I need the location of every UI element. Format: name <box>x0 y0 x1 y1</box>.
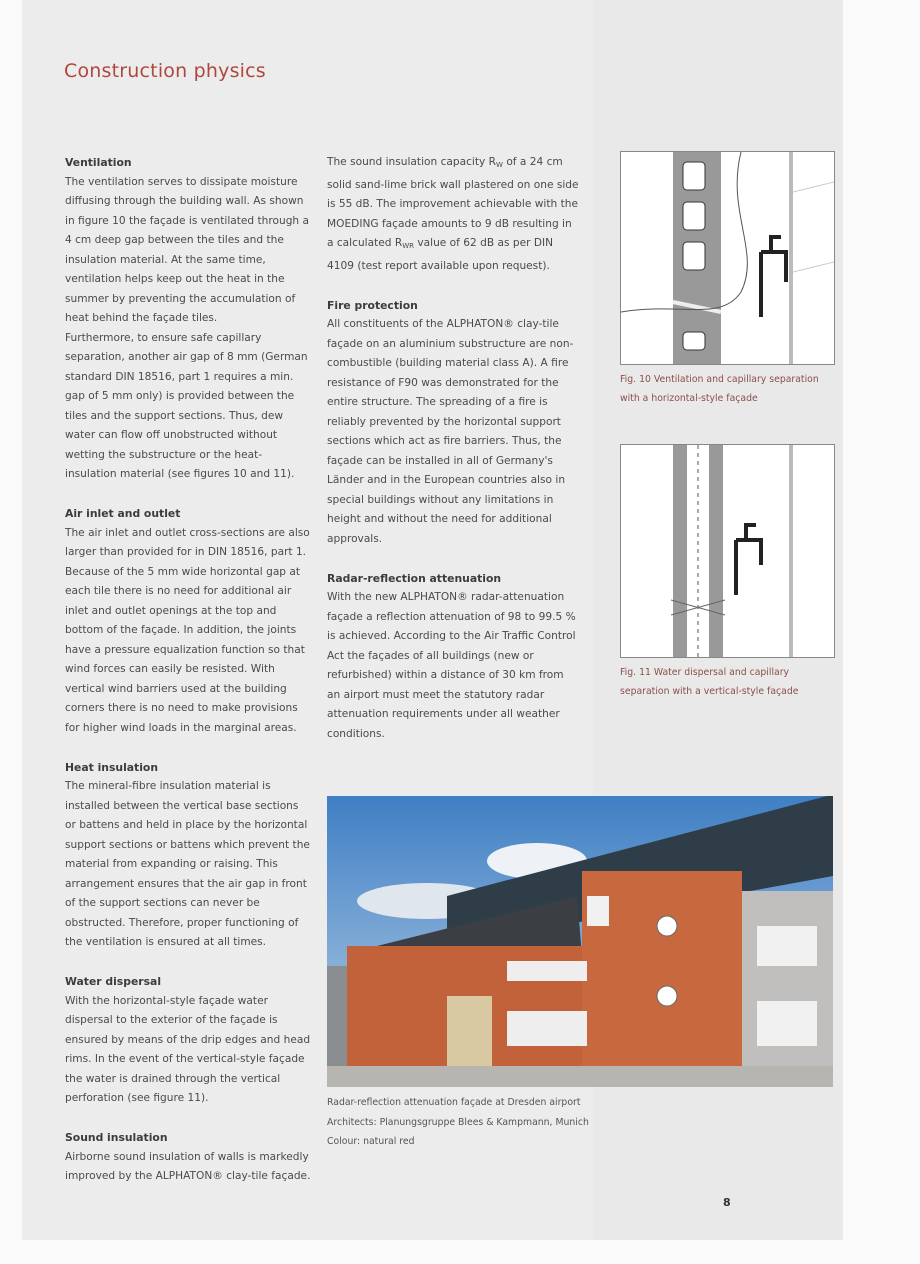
caption-line: Radar-reflection attenuation façade at Dresden airport <box>327 1097 581 1108</box>
figure-11-diagram <box>620 444 835 658</box>
paragraph: Furthermore, to ensure safe capillary separation, another air gap of 8 mm (German standard DIN 18516, part 1 requires a min. gap of 5 mm only) is provided between the tiles and the support sections. Thus, dew water can flow off unobstructed without wetting the substructure or the heat-insulation material (see figures 10 and 11). <box>65 331 308 480</box>
text: value of 62 dB as per DIN 4109 (test report available upon request). <box>327 237 554 272</box>
heading-ventilation: Ventilation <box>65 156 132 169</box>
paragraph: The air inlet and outlet cross-sections are also larger than provided for in DIN 18516, part 1. Because of the 5 mm wide horizontal gap at each tile there is no need for additional air inlet and outlet openings at the top and bottom of the façade. In addition, the joints have a pressure equalization function so that wind forces can easily be resisted. With vertical wind barriers used at the building corners there is no need to make provisions for higher wind loads in the marginal areas. <box>65 526 310 734</box>
caption-line: Architects: Planungsgruppe Blees & Kampmann, Munich <box>327 1116 589 1128</box>
heading-fire: Fire protection <box>327 298 418 312</box>
left-column <box>65 153 311 1206</box>
paragraph: With the horizontal-style façade water dispersal to the exterior of the façade is ensured by means of the drip edges and head rims. In the event of the vertical-style façade the water is drained through the vertical perforation (see figure 11). <box>65 994 311 1104</box>
text: The sound insulation capacity R <box>327 156 497 168</box>
page-number: 8 <box>723 1196 731 1209</box>
airport-building-photo <box>327 796 833 1087</box>
paragraph: The ventilation serves to dissipate moisture diffusing through the building wall. As shown in figure 10 the façade is ventilated through a 4 cm deep gap between the tiles and the insulation material. At the same time, ventilation helps keep out the heat in the summer by preventing the accumulation of heat behind the façade tiles. <box>65 175 310 324</box>
subscript: W <box>496 161 503 169</box>
heading-sound: Sound insulation <box>65 1131 168 1144</box>
middle-column <box>327 153 579 764</box>
paragraph: Airborne sound insulation of walls is markedly improved by the ALPHATON® clay-tile façade. <box>65 1150 311 1182</box>
heading-radar: Radar-reflection attenuation <box>327 571 502 585</box>
heading-heat: Heat insulation <box>65 760 159 774</box>
caption-line: Colour: natural red <box>327 1136 415 1147</box>
paragraph: All constituents of the ALPHATON® clay-tile façade on an aluminium substructure are non-combustible (building material class A). A fire resistance of F90 was demonstrated for the entire structure. The spreading of a fire is reliably prevented by the horizontal support sections which act as fire barriers. Thus, the façade can be installed in all of Germany's Länder and in the European countries also in special buildings without any limitations in height and without the need for additional approvals. <box>327 318 574 545</box>
heading-water: Water dispersal <box>65 975 162 988</box>
paragraph-sound <box>327 153 579 276</box>
paragraph: The mineral-fibre insulation material is installed between the vertical base sections or battens and held in place by the horizontal support sections or battens which prevent the material from expanding or raising. This arrangement ensures that the air gap in front of the support sections can never be obstructed. Therefore, proper functioning of the ventilation is ensured at all times. <box>65 780 310 948</box>
paragraph: With the new ALPHATON® radar-attenuation façade a reflection attenuation of 98 to 99.5 % is achieved. According to the Air Traffic Control Act the façades of all buildings (new or refurbished) within a distance of 30 km from an airport must meet the statutory radar attenuation requirements under all weather conditions. <box>327 591 576 740</box>
subscript: WR <box>402 242 415 250</box>
photo-caption <box>327 1093 589 1152</box>
figure-10-diagram <box>620 151 835 365</box>
heading-air: Air inlet and outlet <box>65 507 181 520</box>
page-title: Construction physics <box>64 60 266 82</box>
figure-10-caption: Fig. 10 Ventilation and capillary separation with a horizontal-style façade <box>620 374 819 404</box>
text: of a 24 cm solid sand-lime brick wall plastered on one side is 55 dB. The improvement achievable with the MOEDING façade amounts to 9 dB resulting in a calculated R <box>327 156 579 249</box>
figure-11-caption: Fig. 11 Water dispersal and capillary separation with a vertical-style façade <box>620 667 799 697</box>
